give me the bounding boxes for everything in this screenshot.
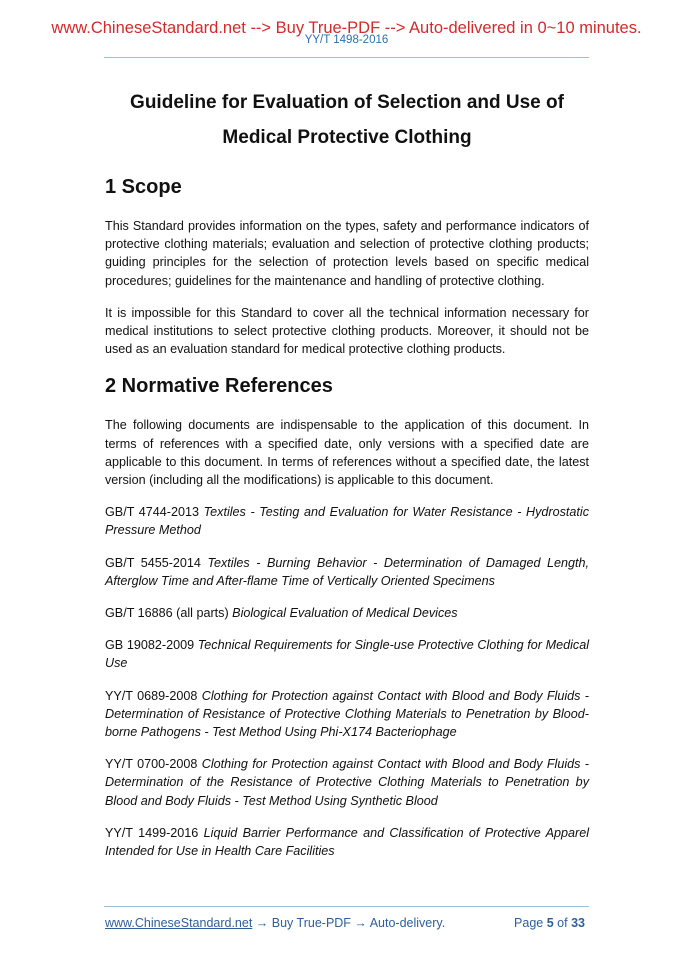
footer-tagline: → Buy True-PDF → Auto-delivery. [252, 916, 446, 930]
reference-item [105, 755, 589, 810]
reference-code: GB/T 16886 (all parts) [105, 606, 229, 621]
reference-title: Clothing for Protection against Contact with Blood and Body Fluids - Determination of Resistance of Protective Clothing Materials to Penetration by Blood-borne Pathogens - Test Method Using Phi-X174 Bacteriophage [105, 688, 590, 740]
header-divider [104, 57, 589, 58]
reference-code: YY/T 0689-2008 [105, 688, 198, 703]
reference-title: Technical Requirements for Single-use Protective Clothing for Medical Use [105, 638, 590, 671]
reference-code: GB/T 4744-2013 [105, 505, 199, 520]
reference-code: YY/T 0700-2008 [105, 757, 198, 772]
reference-item [105, 554, 589, 590]
footer-divider [104, 906, 589, 907]
reference-item [105, 604, 589, 622]
section-heading-scope: 1 Scope [105, 176, 182, 198]
reference-item [105, 503, 589, 539]
reference-title: Liquid Barrier Performance and Classification of Protective Apparel Intended for Use in Health Care Facilities [105, 825, 589, 859]
section-heading-normative-references: 2 Normative References [105, 375, 333, 398]
reference-code: GB/T 5455-2014 [105, 555, 201, 570]
reference-item [105, 636, 589, 672]
reference-item [105, 824, 589, 860]
paragraph: The following documents are indispensable to the application of this document. In terms of references with a specified date, only versions with a specified date are applicable to this document. In terms of references without a specified date, the latest version (including all the modifications) is applicable to this document. [105, 418, 589, 488]
paragraph: It is impossible for this Standard to cover all the technical information necessary for medical institutions to select protective clothing products. Moreover, it should not be used as an evaluation standard for medical protective clothing products. [105, 305, 589, 357]
reference-title: Clothing for Protection against Contact with Blood and Body Fluids - Determination of the Resistance of Protective Clothing Materials to Penetration by Blood and Body Fluids - Test Method Using Synthetic Blood [105, 757, 590, 808]
page-indicator [514, 916, 585, 930]
document-number: YY/T 1498-2016 [304, 34, 389, 46]
reference-title: Biological Evaluation of Medical Devices [232, 606, 458, 621]
promo-banner[interactable]: www.ChineseStandard.net --> Buy True-PDF --> Auto-delivered in 0~10 minutes. [51, 19, 642, 37]
page-footer [105, 916, 585, 930]
page-label: Page [514, 916, 544, 930]
page-content [105, 85, 589, 874]
website-link[interactable]: www.ChineseStandard.net [105, 916, 253, 930]
paragraph: This Standard provides information on the types, safety and performance indicators of protective clothing materials; evaluation and selection of protective clothing products; guiding principles for the selection of protection levels based on specific medical procedures; guidelines for the maintenance and handling of protective clothing. [105, 219, 589, 288]
reference-title: Textiles - Burning Behavior - Determination of Damaged Length, Afterglow Time and After-flame Time of Vertically Oriented Specimens [105, 555, 590, 588]
page-total: 33 [571, 916, 585, 930]
of-label: of [557, 916, 568, 930]
document-title-line1: Guideline for Evaluation of Selection and Use of [130, 92, 564, 113]
reference-title: Textiles - Testing and Evaluation for Water Resistance - Hydrostatic Pressure Method [105, 505, 590, 538]
reference-item [105, 687, 589, 742]
reference-code: GB 19082-2009 [105, 638, 195, 653]
page-number: 5 [546, 916, 554, 930]
document-title-line2: Medical Protective Clothing [222, 127, 472, 148]
reference-code: YY/T 1499-2016 [105, 825, 199, 840]
